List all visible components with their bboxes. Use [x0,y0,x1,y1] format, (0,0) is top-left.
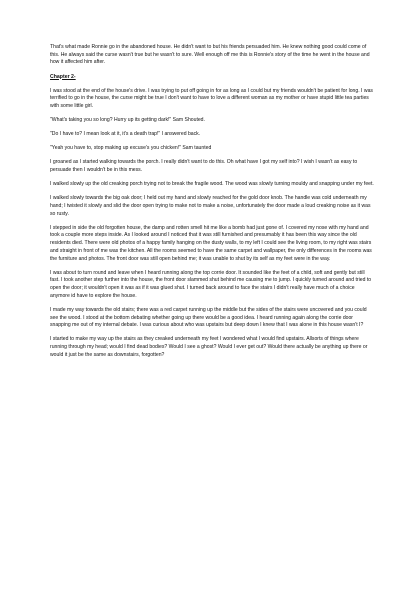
body-paragraph: I was stood at the end of the house's drive. I was trying to put off going in for as long as I could but my friends wouldn't be patient for long. I was terrified to go in the house, the curse might be true I don't want to have to love a different woman as my mother or have stupid little tea parties with some little girl. [50,87,373,109]
body-paragraph: I stepped in side the old forgotten house, the damp and rotten smell hit me like a bomb had just gone of. I covered my nose with my hand and took a couple more steps inside. As I looked around I noticed that it was still furnished and presumably it has been this way since the old residents died. There were old photos of a happy family hanging on the dusty walls, to my left I could see the living room, to my right was stairs and straight in front of me was the kitchen. All the rooms seemed to have the same carpet and wallpaper, the only differences in the rooms was the furniture and photos. The front door was still open behind me; it was unable to shut by its self as my feet were in the way. [50,224,372,262]
body-paragraph: I walked slowly up the old creaking porch trying not to break the fragile wood. The wood was slowly turning mouldy and snapping under my feet. [50,181,374,188]
dialogue-paragraph: "What's taking you so long? Hurry up its getting dark!" Sam Shouted. [50,117,205,124]
chapter-heading: Chapter 2- [50,73,76,80]
body-paragraph: I was about to turn round and leave when I heard running along the top corrie door. It sounded like the feet of a child, soft and gently but still fast. I took another step further into the house, the front door slammed shut behind me causing me to jump. I quickly turned around and tried to open the door; it wouldn't open it was as if it was glued shut. I turned back around to face the stairs I didn't really have much of a choice anymore id have to explore the house. [50,269,372,299]
body-paragraph: I started to make my way up the stairs as they creaked underneath my feet I wondered what I would find upstairs. Allsorts of things where running through my head; would I find dead bodies? Would I see a ghost? Would I ever get out? Would there actually be anything up there or would it just be the same as downstairs, forgotten? [50,336,368,358]
dialogue-paragraph: "Yeah you have to, stop making up excuse's you chicken!" Sam taunted [50,145,212,152]
intro-paragraph: That's what made Ronnie go in the abandoned house. He didn't want to but his friends persuaded him. He knew nothing good could come of this. He always said the curse wasn't true but he wasn't to sure. Well enough off me this is Ronnie's story of the time he went in the house and how it affected him after. [50,44,370,66]
body-paragraph: I made my way towards the old stairs; there was a red carpet running up the middle but the sides of the stairs were uncovered and you could see the wood. I stood at the bottom debating whether going up there would be a good idea. I heard running again along the corrie door snapping me out of my internal debate. I was curious about who was upstairs but deep down I knew that I was alone in this house wasn't I? [50,306,367,329]
body-paragraph: I walked slowly towards the big oak door; I held out my hand and slowly reached for the gold door knob. The handle was cold underneath my hand; I twisted it slowly and slid the door open trying to make not to make a noise, unfortunately the door made a loud creaking noise as it was so rusty. [50,195,371,217]
body-paragraph: I groaned as I started walking towards the porch. I really didn't want to do this. Oh what have I got my self into? I wish I wasn't as easy to persuade then I wouldn't be in this mess. [50,159,358,174]
dialogue-paragraph: "Do I have to? I mean look at it, it's a death trap!" I answered back. [50,131,201,138]
